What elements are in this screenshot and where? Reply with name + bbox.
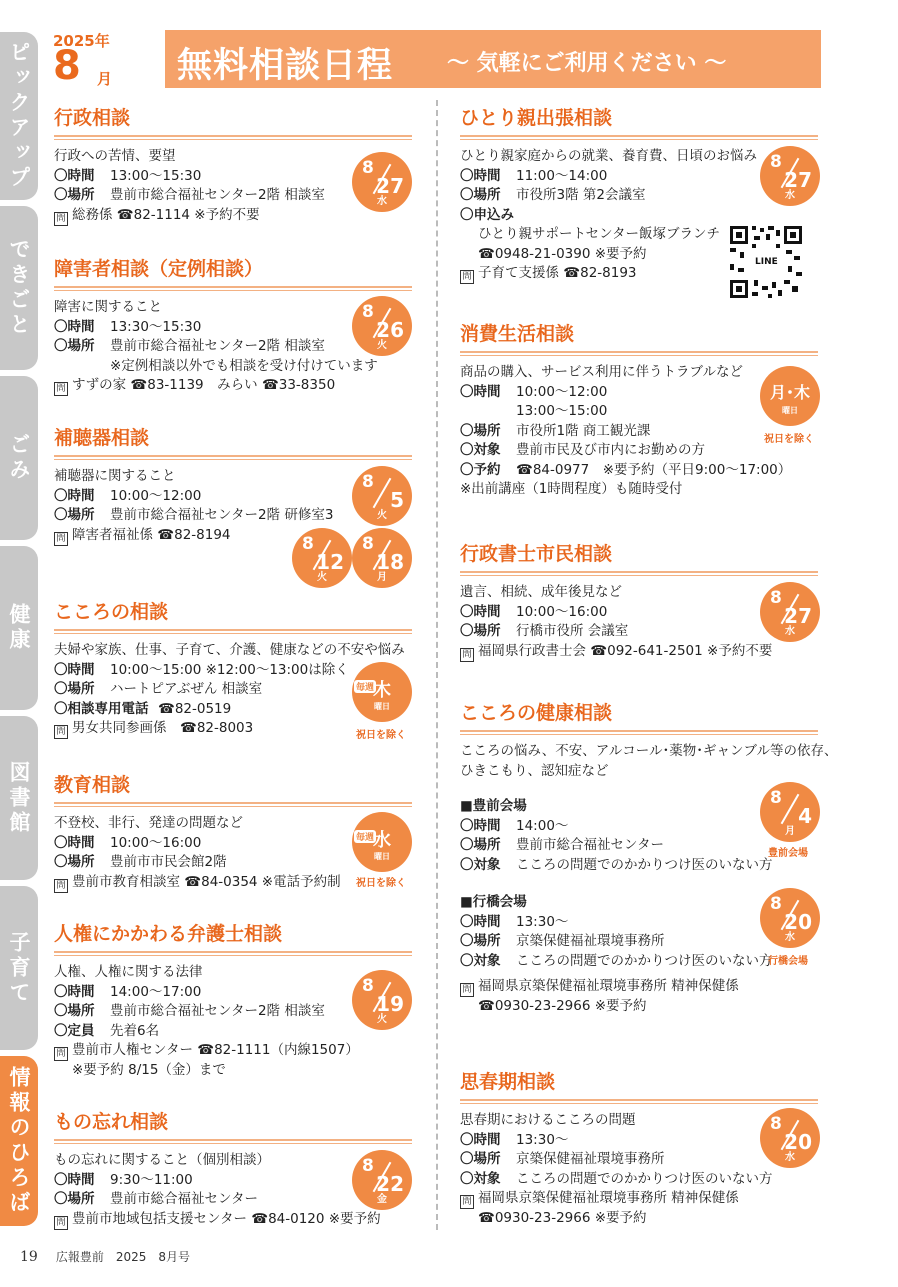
note: ※出前講座（1時間程度）も随時受付 [460, 481, 683, 497]
time-value: 9:30〜11:00 [110, 1171, 193, 1188]
date-circle [352, 296, 412, 356]
tel-label: 〇相談専用電話 [54, 700, 149, 717]
target-label: 〇対象 [460, 1170, 501, 1187]
date-note: 豊前会場 [768, 848, 808, 859]
contact-row [54, 376, 412, 396]
place-value: 市役所3階 第2会議室 [516, 187, 646, 203]
contact-value: すずの家 ☎83-1139 みらい ☎33-8350 [72, 377, 336, 393]
time-label: 〇時間 [460, 913, 501, 930]
date-circle [292, 528, 352, 588]
section-rule [460, 571, 818, 576]
circle-weekday: 曜日 [782, 406, 798, 415]
place-label: 〇場所 [460, 623, 501, 639]
section-rule [54, 629, 412, 634]
section-title: 行政相談 [54, 107, 131, 129]
contact-row [460, 642, 860, 662]
time-label: 〇時間 [460, 167, 501, 184]
circle-weekday: 曜日 [374, 852, 390, 861]
section-title: 思春期相談 [460, 1071, 556, 1093]
circle-note: 祝日を除く [356, 730, 406, 741]
date-weekday: 金 [377, 1194, 387, 1205]
date-circle [352, 466, 412, 526]
time-value: 11:00〜14:00 [516, 167, 608, 184]
date-weekday: 月 [785, 826, 795, 837]
target-label: 〇対象 [460, 442, 501, 458]
date-note: 行橋会場 [768, 956, 808, 967]
contact-value: 豊前市教育相談室 ☎84-0354 ※電話予約制 [72, 873, 341, 890]
contact-mark: 問 [460, 270, 474, 284]
date-weekday: 水 [785, 932, 795, 943]
date-circle [760, 1108, 820, 1168]
time-label: 〇時間 [460, 383, 501, 400]
date-day: 20 [784, 910, 812, 934]
circle-note: 祝日を除く [764, 434, 814, 445]
place-value: 豊前市総合福祉センター [110, 1191, 258, 1207]
contact-value: 豊前市人権センター ☎82-1111（内線1507） [72, 1042, 359, 1058]
place-value: 京築保健福祉環境事務所 [516, 933, 665, 949]
place-value: 豊前市総合福祉センター2階 相談室 [110, 1003, 325, 1019]
weekday-circle [352, 812, 412, 872]
tab-johonohiroba[interactable]: 情報のひろば [0, 1056, 38, 1226]
time-value: 10:00〜12:00 [516, 383, 608, 400]
apply-label: 〇申込み [460, 206, 514, 223]
contact-row [460, 977, 860, 997]
contact-tel: ☎0930-23-2966 ※要予約 [478, 1210, 647, 1226]
page-header [45, 30, 821, 88]
time-label: 〇時間 [54, 167, 95, 184]
section-rule [54, 802, 412, 807]
time-value: 14:00〜 [516, 817, 569, 834]
date-weekday: 火 [377, 510, 387, 521]
contact-row [54, 206, 412, 226]
place-label: 〇場所 [54, 1191, 95, 1207]
contact-mark: 問 [54, 212, 68, 226]
tab-dekigoto[interactable]: できごと [0, 206, 38, 370]
section-rule [460, 351, 818, 356]
contact-value: 福岡県京築保健福祉環境事務所 精神保健係 [478, 1190, 739, 1206]
tab-pickup[interactable]: ピックアップ [0, 32, 38, 200]
date-weekday: 水 [785, 190, 795, 201]
time-value: 13:30〜 [516, 1131, 569, 1148]
section-title: もの忘れ相談 [54, 1111, 169, 1133]
contact-row [54, 1041, 434, 1061]
circle-prefix: 毎週 [354, 830, 376, 843]
tab-kosodate[interactable]: 子育て [0, 886, 38, 1050]
time-label: 〇時間 [54, 983, 95, 1000]
place-label: 〇場所 [460, 187, 501, 203]
contact-mark: 問 [460, 1195, 474, 1209]
date-day: 19 [376, 992, 404, 1016]
contact-mark: 問 [460, 983, 474, 997]
section-title: こころの健康相談 [460, 702, 613, 724]
desc: 障害に関すること [54, 299, 162, 315]
desc: 夫婦や家族、仕事、子育て、介護、健康などの不安や悩み [54, 642, 405, 658]
qr-label: LINE [755, 257, 778, 267]
time-value: 13:30〜15:30 [110, 318, 202, 335]
contact-mark: 問 [460, 648, 474, 662]
date-month: 8 [362, 302, 374, 322]
contact-value: 豊前市地域包括支援センター ☎84-0120 ※要予約 [72, 1210, 381, 1227]
target-label: 〇対象 [460, 856, 501, 873]
place-label: 〇場所 [460, 837, 501, 853]
date-day: 18 [376, 550, 404, 574]
contact-value: 総務係 ☎82-1114 ※予約不要 [72, 206, 260, 223]
target-value: こころの問題でのかかりつけ医のいない方 [516, 952, 773, 969]
desc-2: ひきこもり、認知症など [460, 762, 609, 779]
time-label: 〇時間 [54, 318, 95, 335]
date-circle [760, 146, 820, 206]
date-weekday: 火 [317, 572, 327, 583]
contact-mark: 問 [54, 1047, 68, 1061]
reserve-row [460, 461, 860, 481]
date-month: 8 [770, 152, 782, 172]
apply-tel: ☎0948-21-0390 ※要予約 [478, 245, 647, 262]
time-label: 〇時間 [460, 1131, 501, 1148]
section-rule [460, 1099, 818, 1104]
time-value: 13:30〜 [516, 913, 569, 930]
time-label: 〇時間 [460, 817, 501, 834]
date-day: 12 [316, 550, 344, 574]
time-value: 14:00〜17:00 [110, 983, 202, 1000]
date-day: 4 [798, 804, 812, 828]
date-circle [352, 1150, 412, 1210]
section-rule [54, 1139, 412, 1144]
desc: 人権、人権に関する法律 [54, 964, 203, 980]
time-label: 〇時間 [54, 661, 95, 678]
venue-name: ■豊前会場 [460, 798, 527, 814]
tab-toshokan[interactable]: 図書館 [0, 716, 38, 880]
time-value-2: 13:00〜15:00 [516, 403, 608, 419]
target-label: 〇対象 [460, 952, 501, 969]
contact-tel: ☎0930-23-2966 ※要予約 [478, 998, 647, 1014]
publication-name: 広報豊前 2025 8月号 [55, 1250, 191, 1264]
date-slash [373, 478, 392, 508]
desc: 行政への苦情、要望 [54, 148, 176, 164]
tab-kenko[interactable]: 健康 [0, 546, 38, 710]
section-title: 人権にかかわる弁護士相談 [54, 923, 283, 945]
place-value: 市役所1階 商工観光課 [516, 422, 651, 439]
contact-value: 福岡県行政書士会 ☎092-641-2501 ※予約不要 [478, 642, 773, 659]
contact-value: 福岡県京築保健福祉環境事務所 精神保健係 [478, 978, 739, 994]
date-month: 8 [362, 976, 374, 996]
desc: もの忘れに関すること（個別相談） [54, 1152, 270, 1168]
contact-mark: 問 [54, 382, 68, 396]
date-month: 8 [362, 1156, 374, 1176]
section-title: 行政書士市民相談 [460, 543, 613, 565]
place-label: 〇場所 [460, 422, 501, 439]
note: ※要予約 8/15（金）まで [72, 1062, 226, 1078]
desc: 思春期におけるこころの問題 [460, 1112, 636, 1128]
date-circle [760, 888, 820, 948]
date-month: 8 [770, 1114, 782, 1134]
contact-value: 男女共同参画係 ☎82-8003 [72, 720, 254, 736]
page-number: 19 [20, 1249, 38, 1265]
date-weekday: 水 [785, 626, 795, 637]
target-value: こころの問題でのかかりつけ医のいない方 [516, 1170, 773, 1187]
date-circle [760, 782, 820, 842]
date-day: 26 [376, 318, 404, 342]
date-weekday: 火 [377, 1014, 387, 1025]
capacity-label: 〇定員 [54, 1022, 95, 1039]
page-subtitle: 〜 気軽にご利用ください 〜 [447, 51, 727, 76]
place-value: 豊前市総合福祉センター2階 研修室3 [110, 507, 334, 523]
section-rule [54, 951, 412, 956]
date-circle [760, 582, 820, 642]
section-title: 教育相談 [54, 774, 131, 796]
tel-value: ☎82-0519 [158, 700, 232, 717]
date-day: 22 [376, 1172, 404, 1196]
place-value: 京築保健福祉環境事務所 [516, 1151, 665, 1167]
place-value: 行橋市役所 会議室 [516, 623, 629, 639]
time-value: 10:00〜16:00 [110, 834, 202, 851]
circle-weekday: 曜日 [374, 702, 390, 711]
apply-org: ひとり親サポートセンター飯塚ブランチ [478, 226, 721, 242]
date-month: 8 [362, 158, 374, 178]
date-weekday: 水 [785, 1152, 795, 1163]
date-day: 27 [376, 174, 404, 198]
circle-prefix: 毎週 [354, 680, 376, 693]
header-date-box [45, 30, 165, 88]
circle-text: 水 [373, 830, 391, 851]
note: ※定例相談以外でも相談を受け付けています [110, 357, 378, 374]
date-month: 8 [770, 894, 782, 914]
section-title: 障害者相談（定例相談） [54, 258, 264, 280]
time-value: 13:00〜15:30 [110, 167, 202, 184]
section-rule [460, 730, 818, 735]
section-rule [54, 286, 412, 291]
date-circle [352, 970, 412, 1030]
circle-note: 祝日を除く [356, 878, 406, 889]
section-title: 補聴器相談 [54, 427, 150, 449]
place-value: 豊前市総合福祉センター2階 相談室 [110, 338, 325, 354]
date-circle [352, 528, 412, 588]
place-value: 豊前市総合福祉センター [516, 837, 664, 853]
time-label: 〇時間 [54, 487, 95, 504]
date-month: 8 [362, 472, 374, 492]
contact-mark: 問 [54, 1216, 68, 1230]
page-footer [20, 1248, 190, 1265]
desc: 遺言、相続、成年後見など [460, 584, 622, 600]
date-weekday: 火 [377, 340, 387, 351]
desc: 補聴器に関すること [54, 468, 176, 484]
place-value: 豊前市市民会館2階 [110, 854, 227, 870]
time-value: 10:00〜16:00 [516, 603, 608, 620]
apply-row [460, 206, 860, 226]
date-month: 8 [362, 534, 374, 554]
target-value: 豊前市民及び市内にお勤めの方 [516, 442, 705, 458]
capacity-value: 先着6名 [110, 1022, 160, 1039]
date-day: 27 [784, 604, 812, 628]
header-year: 2025年 [53, 32, 110, 50]
date-circle [352, 152, 412, 212]
contact-value: 子育て支援係 ☎82-8193 [478, 265, 637, 281]
weekday-circle [760, 366, 820, 426]
reserve-label: 〇予約 [460, 461, 501, 478]
weekday-circle [352, 662, 412, 722]
section-title: ひとり親出張相談 [460, 107, 613, 129]
date-month: 8 [770, 788, 782, 808]
time-label: 〇時間 [460, 603, 501, 620]
place-value: ハートピアぶぜん 相談室 [110, 681, 263, 697]
desc: ひとり親家庭からの就業、養育費、日頃のお悩み [460, 148, 757, 164]
header-month-unit: 月 [97, 70, 113, 88]
place-label: 〇場所 [460, 1151, 501, 1167]
desc: こころの悩み、不安、アルコール･薬物･ギャンブル等の依存、 [460, 743, 838, 759]
date-slash [781, 794, 800, 824]
circle-text: 木 [373, 680, 391, 701]
contact-mark: 問 [54, 532, 68, 546]
place-label: 〇場所 [54, 187, 95, 203]
circle-text: 月･木 [769, 383, 810, 402]
contact-value: 障害者福祉係 ☎82-8194 [72, 526, 231, 543]
target-row [460, 1170, 860, 1190]
place-label: 〇場所 [54, 681, 95, 697]
place-label: 〇場所 [54, 507, 95, 523]
place-label: 〇場所 [460, 933, 501, 949]
contact-mark: 問 [54, 725, 68, 739]
section-title: 消費生活相談 [460, 323, 575, 345]
target-value: こころの問題でのかかりつけ医のいない方 [516, 856, 773, 873]
reserve-value: ☎84-0977 ※要予約（平日9:00〜17:00） [516, 461, 792, 478]
date-day: 27 [784, 168, 812, 192]
date-day: 20 [784, 1130, 812, 1154]
place-value: 豊前市総合福祉センター2階 相談室 [110, 187, 325, 203]
date-weekday: 月 [377, 572, 387, 583]
venue-name: ■行橋会場 [460, 894, 527, 910]
section-title: こころの相談 [54, 601, 169, 623]
time-label: 〇時間 [54, 834, 95, 851]
desc: 不登校、非行、発達の問題など [54, 815, 243, 831]
header-month: 8 [53, 43, 81, 89]
time-value: 10:00〜12:00 [110, 487, 202, 504]
date-day: 5 [390, 488, 404, 512]
time-value: 10:00〜15:00 ※12:00〜13:00は除く [110, 661, 349, 678]
contact-row [460, 1189, 860, 1209]
contact-mark: 問 [54, 879, 68, 893]
section-rule [460, 135, 818, 140]
place-label: 〇場所 [54, 854, 95, 870]
tab-gomi[interactable]: ごみ [0, 376, 38, 540]
page-title: 無料相談日程 [177, 46, 394, 86]
time-label: 〇時間 [54, 1171, 95, 1188]
contact-row [54, 1210, 434, 1230]
desc: 商品の購入、サービス利用に伴うトラブルなど [460, 364, 743, 380]
date-weekday: 水 [377, 196, 387, 207]
date-month: 8 [770, 588, 782, 608]
column-divider [436, 100, 438, 1230]
place-label: 〇場所 [54, 338, 95, 354]
date-month: 8 [302, 534, 314, 554]
place-label: 〇場所 [54, 1003, 95, 1019]
section-rule [54, 135, 412, 140]
section-rule [54, 455, 412, 460]
